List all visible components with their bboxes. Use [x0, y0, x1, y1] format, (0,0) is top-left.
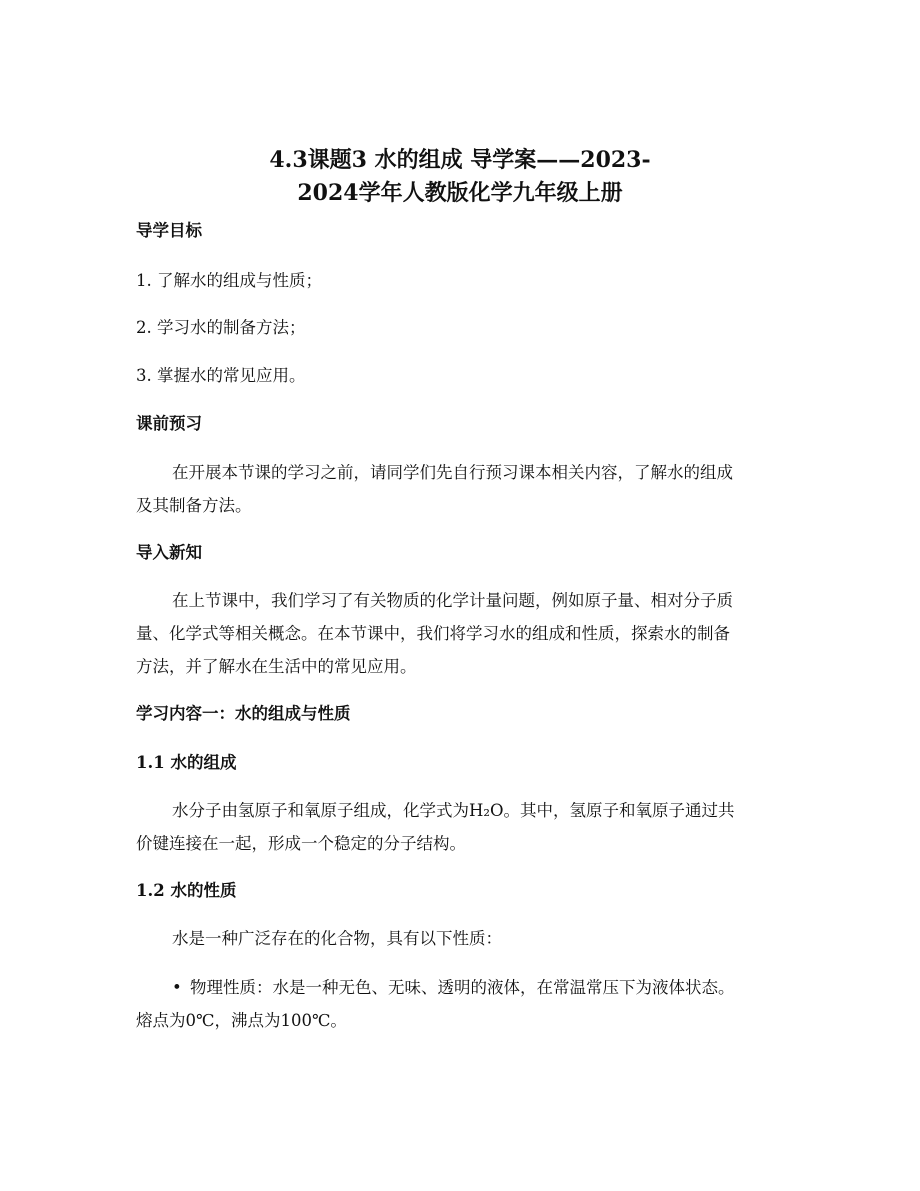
intro-paragraph — [136, 584, 786, 683]
document-title — [130, 144, 790, 210]
preview-paragraph — [136, 456, 786, 522]
title-line-1: 4.3课题3 水的组成 导学案——2023- — [269, 147, 651, 173]
preview-line-2: 及其制备方法。 — [136, 496, 252, 515]
preview-line-1: 在开展本节课的学习之前，请同学们先自行预习课本相关内容，了解水的组成 — [172, 463, 733, 482]
objective-item-1: 1. 了解水的组成与性质； — [136, 271, 322, 290]
subsection-1-2-intro: 水是一种广泛存在的化合物，具有以下性质： — [172, 929, 502, 948]
subsection-1-1-line-2: 价键连接在一起，形成一个稳定的分子结构。 — [136, 834, 466, 853]
bullet-item-physical — [136, 971, 786, 1037]
preview-heading: 课前预习 — [136, 414, 202, 433]
objectives-heading: 导学目标 — [136, 221, 202, 240]
bullet-dot: • — [172, 978, 182, 997]
subsection-1-1-line-1: 水分子由氢原子和氧原子组成，化学式为H₂O。其中，氢原子和氧原子通过共 — [172, 801, 735, 820]
intro-heading: 导入新知 — [136, 543, 202, 562]
objective-item-2: 2. 学习水的制备方法； — [136, 318, 306, 337]
title-line-2: 2024学年人教版化学九年级上册 — [297, 180, 623, 206]
content-one-heading: 学习内容一：水的组成与性质 — [136, 704, 351, 723]
bullet-text-line-1: 物理性质：水是一种无色、无味、透明的液体，在常温常压下为液体状态。 — [190, 978, 735, 997]
intro-line-3: 方法，并了解水在生活中的常见应用。 — [136, 657, 417, 676]
bullet-line-1 — [136, 971, 786, 1004]
objective-item-3: 3. 掌握水的常见应用。 — [136, 366, 306, 385]
bullet-text-line-2: 熔点为0℃，沸点为100℃。 — [136, 1011, 347, 1030]
intro-line-1: 在上节课中，我们学习了有关物质的化学计量问题，例如原子量、相对分子质 — [172, 591, 733, 610]
intro-line-2: 量、化学式等相关概念。在本节课中，我们将学习水的组成和性质，探索水的制备 — [136, 624, 730, 643]
subsection-1-1-paragraph — [136, 794, 786, 860]
subsection-1-2-heading: 1.2 水的性质 — [136, 881, 237, 900]
subsection-1-1-heading: 1.1 水的组成 — [136, 753, 237, 772]
